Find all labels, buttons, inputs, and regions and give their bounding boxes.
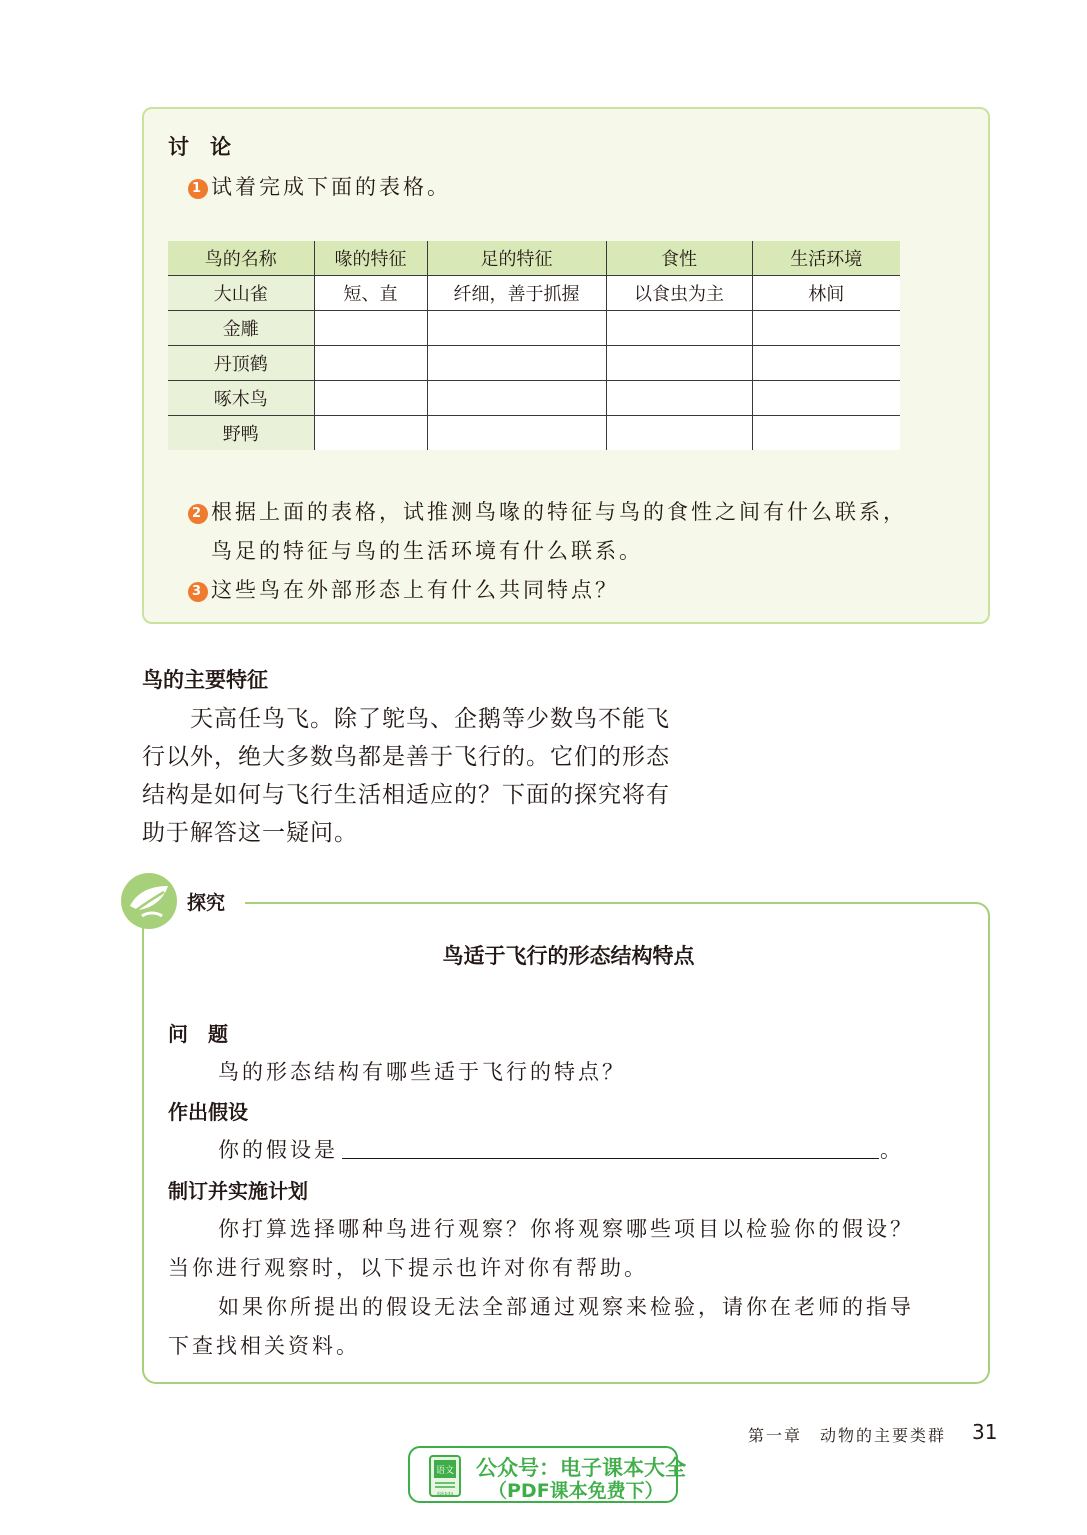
book-icon bbox=[428, 1454, 464, 1498]
book-icon-subtext: dzkbdq bbox=[436, 1492, 454, 1497]
question-heading: 问 题 bbox=[168, 1022, 228, 1046]
table-header: 喙的特征 bbox=[314, 241, 427, 276]
book-icon-text: 语文 bbox=[435, 1466, 455, 1476]
discussion-box bbox=[142, 107, 990, 624]
table-cell[interactable] bbox=[427, 381, 606, 416]
inquiry-label: 探究 bbox=[187, 892, 226, 914]
discussion-heading: 讨 论 bbox=[168, 135, 231, 159]
inquiry-corner bbox=[960, 902, 990, 932]
question-number-3: 3 bbox=[188, 582, 208, 602]
table-cell[interactable] bbox=[606, 346, 752, 381]
table-cell-bird-name: 野鸭 bbox=[168, 416, 314, 451]
table-row bbox=[168, 311, 900, 346]
table-cell[interactable] bbox=[606, 311, 752, 346]
hypothesis-suffix: 。 bbox=[880, 1138, 904, 1162]
footer-chapter: 第一章 动物的主要类群 bbox=[748, 1426, 947, 1445]
table-cell-bird-name: 丹顶鹤 bbox=[168, 346, 314, 381]
table-header: 鸟的名称 bbox=[168, 241, 314, 276]
question-1-text: 试着完成下面的表格。 bbox=[211, 175, 451, 199]
table-cell[interactable] bbox=[314, 311, 427, 346]
paragraph-line: 天高任鸟飞。除了鸵鸟、企鹅等少数鸟不能飞 bbox=[142, 706, 670, 732]
table-row bbox=[168, 346, 900, 381]
question-text: 鸟的形态结构有哪些适于飞行的特点？ bbox=[218, 1060, 626, 1084]
question-2-line-2: 鸟足的特征与鸟的生活环境有什么联系。 bbox=[211, 539, 643, 563]
question-1 bbox=[188, 171, 451, 201]
table-cell-bird-name: 金雕 bbox=[168, 311, 314, 346]
table-cell: 林间 bbox=[752, 276, 900, 311]
question-2 bbox=[188, 496, 907, 526]
table-cell: 短、直 bbox=[314, 276, 427, 311]
table-cell[interactable] bbox=[314, 416, 427, 451]
question-number-1: 1 bbox=[188, 179, 208, 199]
hypothesis-blank[interactable] bbox=[342, 1158, 879, 1159]
question-3 bbox=[188, 574, 619, 604]
plan-text: 下查找相关资料。 bbox=[168, 1334, 360, 1358]
table-cell[interactable] bbox=[752, 311, 900, 346]
inquiry-top-border bbox=[245, 902, 975, 904]
table-header: 足的特征 bbox=[427, 241, 606, 276]
table-cell[interactable] bbox=[752, 416, 900, 451]
plan-heading: 制订并实施计划 bbox=[168, 1179, 308, 1203]
plan-text: 你打算选择哪种鸟进行观察？你将观察哪些项目以检验你的假设？ bbox=[218, 1217, 914, 1241]
table-cell[interactable] bbox=[606, 381, 752, 416]
table-row bbox=[168, 276, 900, 311]
table-cell-bird-name: 大山雀 bbox=[168, 276, 314, 311]
table-cell[interactable] bbox=[314, 346, 427, 381]
watermark-badge bbox=[408, 1446, 686, 1503]
hypothesis-heading: 作出假设 bbox=[168, 1100, 248, 1124]
inquiry-title: 鸟适于飞行的形态结构特点 bbox=[442, 944, 695, 968]
question-2-line-1: 根据上面的表格，试推测鸟喙的特征与鸟的食性之间有什么联系， bbox=[211, 500, 907, 524]
table-cell[interactable] bbox=[427, 311, 606, 346]
table-cell[interactable] bbox=[427, 346, 606, 381]
table-header-row bbox=[168, 241, 900, 276]
table-header: 生活环境 bbox=[752, 241, 900, 276]
question-number-2: 2 bbox=[188, 504, 208, 524]
table-cell[interactable] bbox=[606, 416, 752, 451]
plan-text: 如果你所提出的假设无法全部通过观察来检验，请你在老师的指导 bbox=[218, 1295, 914, 1319]
paragraph-line: 行以外，绝大多数鸟都是善于飞行的。它们的形态 bbox=[142, 744, 670, 770]
paragraph-line: 结构是如何与飞行生活相适应的？下面的探究将有 bbox=[142, 782, 670, 808]
plan-text: 当你进行观察时，以下提示也许对你有帮助。 bbox=[168, 1256, 648, 1280]
section-title: 鸟的主要特征 bbox=[142, 668, 268, 692]
watermark-line-2: （PDF课本免费下） bbox=[488, 1480, 664, 1502]
leaf-icon bbox=[120, 872, 178, 930]
hypothesis-prefix: 你的假设是 bbox=[218, 1138, 338, 1162]
table-row bbox=[168, 416, 900, 451]
paragraph-line: 助于解答这一疑问。 bbox=[142, 820, 358, 846]
table-cell: 纤细，善于抓握 bbox=[427, 276, 606, 311]
table-row bbox=[168, 381, 900, 416]
table-cell[interactable] bbox=[752, 381, 900, 416]
table-cell[interactable] bbox=[427, 416, 606, 451]
table-cell[interactable] bbox=[314, 381, 427, 416]
watermark-line-1: 公众号：电子课本大全 bbox=[476, 1456, 686, 1480]
question-3-text: 这些鸟在外部形态上有什么共同特点？ bbox=[211, 578, 619, 602]
page-number: 31 bbox=[972, 1420, 998, 1444]
bird-table bbox=[168, 241, 900, 450]
table-cell-bird-name: 啄木鸟 bbox=[168, 381, 314, 416]
table-header: 食性 bbox=[606, 241, 752, 276]
table-cell: 以食虫为主 bbox=[606, 276, 752, 311]
table-cell[interactable] bbox=[752, 346, 900, 381]
